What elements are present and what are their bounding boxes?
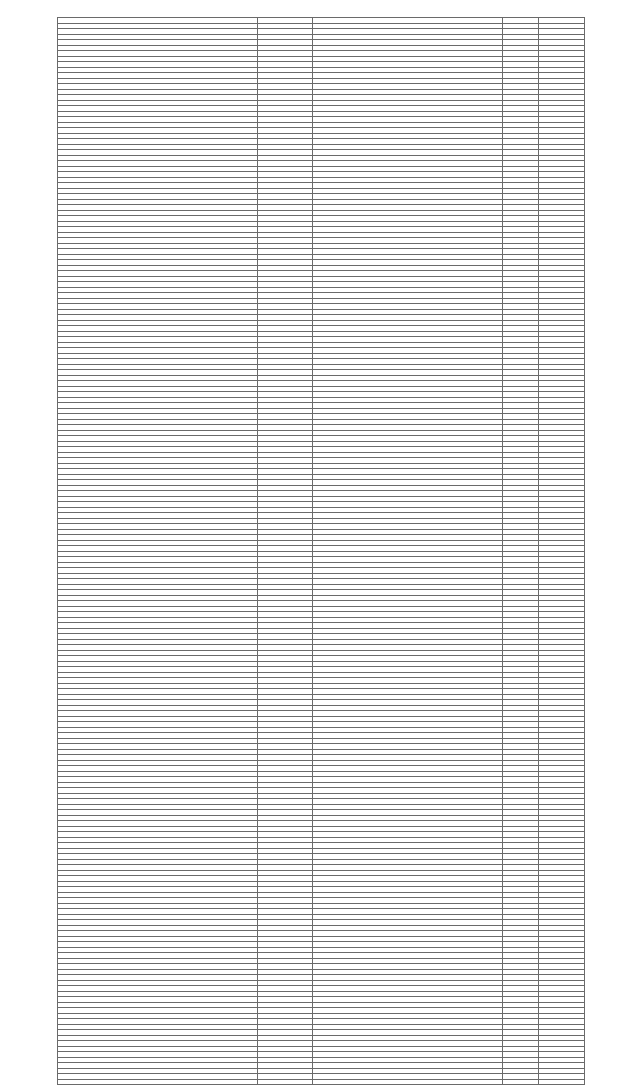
table-row <box>58 1079 585 1085</box>
table-cell <box>503 1079 539 1085</box>
table-cell <box>58 1079 258 1085</box>
table-body <box>58 18 585 1085</box>
data-table <box>57 17 585 1085</box>
table-cell <box>539 1079 585 1085</box>
table-cell <box>313 1079 503 1085</box>
table-cell <box>258 1079 313 1085</box>
